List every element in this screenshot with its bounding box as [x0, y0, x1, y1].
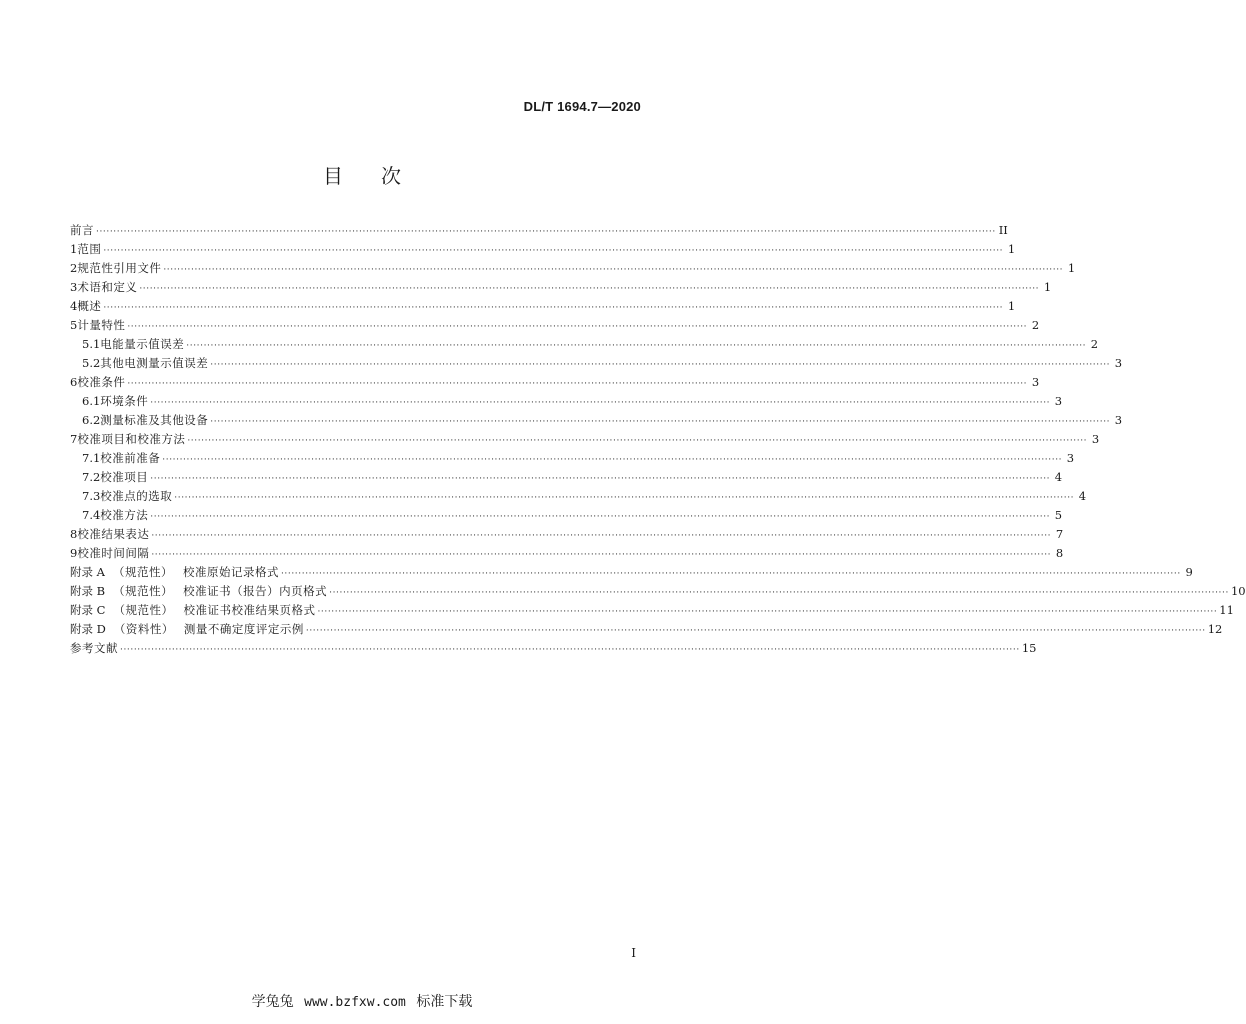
toc-entry-number: 1	[70, 242, 78, 256]
toc-leader-dots: ····································································································································································································································································	[210, 360, 1111, 370]
toc-entry[interactable]	[70, 582, 1246, 601]
toc-entry-label: 校准时间间隔	[77, 546, 150, 560]
toc-entry-number: 8	[70, 527, 78, 541]
toc-entry-label: 概述	[77, 299, 102, 313]
toc-leader-dots: ····································································································································································································································································	[139, 284, 1040, 294]
toc-entry[interactable]	[70, 316, 1040, 335]
toc-appendix-prefix: 附录 B	[70, 584, 106, 598]
toc-page-number: 1	[1007, 299, 1016, 313]
toc-entry[interactable]	[70, 449, 1075, 468]
footer-tagline: 标准下载	[416, 994, 473, 1010]
toc-appendix-prefix: 附录 C	[70, 603, 106, 617]
toc-page-number: 3	[1031, 375, 1040, 389]
toc-leader-dots: ····································································································································································································································································	[127, 379, 1028, 389]
toc-page-number: 3	[1091, 432, 1100, 446]
toc-appendix-category: （规范性）	[113, 603, 174, 617]
toc-page-number: 5	[1054, 508, 1063, 522]
toc-entry-label: 参考文献	[70, 641, 118, 655]
toc-leader-dots: ····································································································································································································································································	[151, 550, 1052, 560]
toc-entry-number: 6.2	[82, 413, 101, 427]
toc-entry-number: 2	[70, 261, 78, 275]
toc-page-number: 3	[1066, 451, 1075, 465]
toc-entry-label: 校准方法	[100, 508, 149, 522]
toc-entry[interactable]	[70, 525, 1064, 544]
toc-page-number: 2	[1031, 318, 1040, 332]
toc-page-number: 4	[1078, 489, 1087, 503]
toc-page-number: 1	[1067, 261, 1076, 275]
toc-entry[interactable]	[70, 487, 1087, 506]
toc-entry[interactable]	[70, 392, 1063, 411]
toc-entry[interactable]	[70, 240, 1016, 259]
toc-page-number: 2	[1090, 337, 1099, 351]
toc-entry-label: 术语和定义	[77, 280, 138, 294]
toc-leader-dots: ····································································································································································································································································	[162, 455, 1063, 465]
toc-entry-number: 5	[70, 318, 78, 332]
table-of-contents	[70, 221, 1246, 658]
toc-leader-dots: ····································································································································································································································································	[187, 436, 1088, 446]
toc-page-number: 8	[1055, 546, 1064, 560]
toc-entry-label: 其他电测量示值误差	[100, 356, 209, 370]
toc-entry-label: 测量不确定度评定示例	[183, 622, 304, 636]
toc-entry[interactable]	[70, 411, 1123, 430]
toc-entry-label: 电能量示值误差	[100, 337, 185, 351]
toc-entry-label: 校准证书校准结果页格式	[183, 603, 316, 617]
toc-entry-label: 校准项目和校准方法	[77, 432, 186, 446]
toc-entry-label: 校准证书（报告）内页格式	[183, 584, 328, 598]
toc-page-number: 9	[1185, 565, 1193, 579]
footer-site-name: 学兔兔	[251, 994, 294, 1010]
toc-entry-number: 9	[70, 546, 78, 560]
toc-entry[interactable]	[70, 506, 1063, 525]
toc-entry[interactable]	[70, 563, 1193, 582]
toc-entry[interactable]	[70, 468, 1063, 487]
toc-leader-dots: ····································································································································································································································································	[103, 246, 1004, 256]
toc-leader-dots: ····································································································································································································································································	[151, 531, 1052, 541]
toc-entry-number: 7.4	[82, 508, 101, 522]
footer-watermark	[0, 991, 724, 1011]
document-code: DL/T 1694.7—2020	[523, 99, 641, 114]
toc-entry[interactable]	[70, 297, 1016, 316]
toc-entry-label: 校准项目	[100, 470, 149, 484]
toc-entry-label: 校准前准备	[100, 451, 161, 465]
toc-entry-number: 6	[70, 375, 78, 389]
toc-appendix-category: （资料性）	[113, 622, 174, 636]
toc-entry-number: 4	[70, 299, 78, 313]
toc-page-number: II	[998, 223, 1008, 237]
toc-entry[interactable]	[70, 278, 1052, 297]
toc-title-char-2: 次	[381, 164, 401, 188]
toc-entry-label: 校准条件	[77, 375, 126, 389]
toc-page-number: 12	[1207, 622, 1223, 636]
toc-leader-dots: ····································································································································································································································································	[127, 322, 1028, 332]
toc-entry-label: 范围	[77, 242, 102, 256]
toc-entry[interactable]	[70, 373, 1040, 392]
toc-page-number: 3	[1054, 394, 1063, 408]
toc-page-number: 10	[1230, 584, 1246, 598]
toc-entry-label: 校准原始记录格式	[182, 565, 279, 579]
toc-leader-dots: ····································································································································································································································································	[150, 398, 1051, 408]
toc-page-number: 7	[1055, 527, 1064, 541]
toc-leader-dots: ····································································································································································································································································	[150, 512, 1051, 522]
toc-page-number: 3	[1114, 413, 1123, 427]
toc-appendix-category: （规范性）	[113, 584, 174, 598]
toc-leader-dots: ····································································································································································································································································	[163, 265, 1064, 275]
toc-entry-number: 7.2	[82, 470, 101, 484]
toc-entry[interactable]	[70, 259, 1076, 278]
toc-entry[interactable]	[70, 335, 1099, 354]
toc-entry[interactable]	[70, 601, 1234, 620]
toc-page-number: 1	[1043, 280, 1052, 294]
toc-page-number: 1	[1007, 242, 1016, 256]
footer-url[interactable]: www.bzfxw.com	[304, 995, 406, 1010]
toc-leader-dots: ····································································································································································································································································	[280, 569, 1181, 579]
toc-entry[interactable]	[70, 639, 1037, 658]
toc-leader-dots: ····································································································································································································································································	[96, 227, 996, 237]
toc-page-number: 15	[1021, 641, 1037, 655]
toc-entry-label: 规范性引用文件	[77, 261, 162, 275]
toc-appendix-prefix: 附录 A	[70, 565, 105, 579]
toc-entry-label: 校准点的选取	[100, 489, 173, 503]
toc-page-number: 4	[1054, 470, 1063, 484]
toc-appendix-category: （规范性）	[112, 565, 173, 579]
toc-leader-dots: ····································································································································································································································································	[103, 303, 1004, 313]
toc-entry-label: 环境条件	[100, 394, 149, 408]
toc-entry[interactable]	[70, 544, 1064, 563]
toc-entry-number: 3	[70, 280, 78, 294]
toc-leader-dots: ····································································································································································································································································	[120, 645, 1020, 655]
toc-entry[interactable]	[70, 354, 1123, 373]
toc-leader-dots: ····································································································································································································································································	[186, 341, 1087, 351]
toc-leader-dots: ····································································································································································································································································	[210, 417, 1111, 427]
toc-entry-number: 7	[70, 432, 78, 446]
toc-leader-dots: ····································································································································································································································································	[150, 474, 1051, 484]
toc-appendix-prefix: 附录 D	[70, 622, 106, 636]
toc-leader-dots: ····································································································································································································································································	[329, 588, 1229, 598]
toc-entry-label: 测量标准及其他设备	[100, 413, 209, 427]
toc-entry[interactable]	[70, 221, 1008, 240]
toc-entry-number: 6.1	[82, 394, 101, 408]
toc-title-char-1: 目	[323, 164, 343, 188]
toc-page-number: 3	[1114, 356, 1123, 370]
toc-leader-dots: ····································································································································································································································································	[174, 493, 1075, 503]
toc-entry[interactable]	[70, 430, 1100, 449]
toc-entry-number: 7.3	[82, 489, 101, 503]
toc-title	[0, 160, 724, 189]
toc-entry-number: 5.1	[82, 337, 101, 351]
toc-entry-label: 计量特性	[77, 318, 126, 332]
toc-page-number: 11	[1219, 603, 1234, 617]
toc-entry-label: 前言	[70, 223, 94, 237]
toc-entry-number: 7.1	[82, 451, 101, 465]
toc-entry-label: 校准结果表达	[77, 527, 150, 541]
toc-leader-dots: ····································································································································································································································································	[305, 626, 1206, 636]
toc-leader-dots: ····································································································································································································································································	[317, 607, 1218, 617]
toc-entry-number: 5.2	[82, 356, 101, 370]
page-number: I	[631, 946, 636, 960]
toc-entry[interactable]	[70, 620, 1223, 639]
